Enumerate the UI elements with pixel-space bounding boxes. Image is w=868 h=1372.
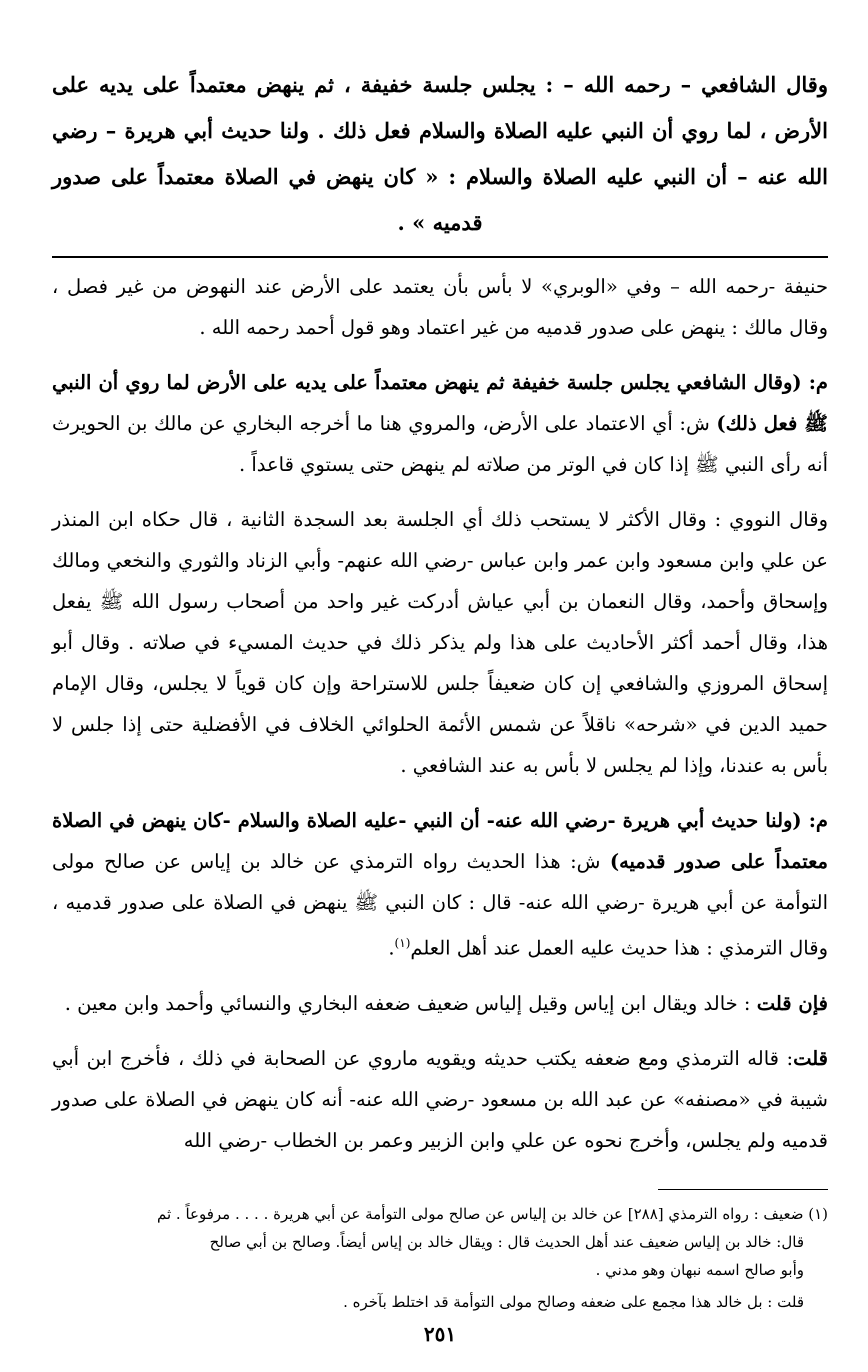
- page-number: ٢٥١: [423, 1321, 457, 1346]
- commentary-paragraph-4: [52, 800, 828, 969]
- commentary: [52, 266, 828, 1161]
- footnote-line: (١) ضعيف : رواه الترمذي [٢٨٨] عن خالد بن إلياس عن صالح مولى التوأمة عن أبي هريرة . . . . مرفوعاً . ثم: [157, 1204, 828, 1223]
- commentary-paragraph-5: [52, 983, 828, 1024]
- footnote-line: قال: خالد بن إلياس ضعيف عند أهل الحديث قال : ويقال خالد بن إياس أيضاً. وصالح بن أبي صالح: [209, 1232, 804, 1251]
- matn-separator: [52, 256, 828, 258]
- commentary-text-end: .: [388, 936, 395, 960]
- commentary-text: ش: هذا الحديث رواه الترمذي عن خالد بن إياس عن صالح مولى التوأمة عن أبي هريرة -رضي الله عنه- قال : كان النبي ﷺ ينهض في الصلاة على صدور قدميه ، وقال الترمذي : هذا حديث عليه العمل عند أهل العلم: [52, 850, 828, 960]
- footnotes: [52, 1200, 828, 1316]
- footnote-reference[interactable]: (١): [394, 936, 411, 950]
- commentary-text: : خالد ويقال ابن إياس وقيل إلياس ضعيف ضعفه البخاري والنسائي وأحمد وابن معين .: [64, 991, 757, 1015]
- commentary-paragraph-3: وقال النووي : وقال الأكثر لا يستحب ذلك أي الجلسة بعد السجدة الثانية ، قال حكاه ابن المنذر عن علي وابن مسعود وابن عمر وابن عباس -رضي الله عنهم- وأبي الزناد والثوري والنخعي ومالك وإسحاق وأحمد، وقال النعمان بن أبي عياش أدركت غير واحد من أصحاب رسول الله ﷺ يفعل هذا، وقال أحمد أكثر الأحاديث على هذا ولم يذكر ذلك في حديث المسيء في صلاته . وقال أبو إسحاق المروزي والشافعي إن كان ضعيفاً جلس للاستراحة وإن كان قوياً لا يجلس، وقال الإمام حميد الدين في «شرحه» ناقلاً عن شمس الأئمة الحلوائي الخلاف في الأفضلية حتى إذا جلس لا بأس به عندنا، وإذا لم يجلس لا بأس به عند الشافعي .: [52, 508, 828, 777]
- book-page: [52, 62, 828, 1372]
- commentary-paragraph-2: [52, 362, 828, 485]
- commentary-paragraph-1: حنيفة -رحمه الله – وفي «الوبري» لا بأس بأن يعتمد على الأرض عند النهوض من غير فصل ، وقال مالك : ينهض على صدور قدميه من غير اعتماد وهو قول أحمد رحمه الله .: [52, 275, 828, 339]
- matn-quote: م: (ولنا حديث أبي هريرة -رضي الله عنه- أن النبي -عليه الصلاة والسلام -كان ينهض في الصلاة معتمداً على صدور قدميه): [52, 809, 828, 873]
- objection-label: فإن قلت: [756, 991, 828, 1015]
- footnote-separator: [658, 1189, 828, 1190]
- matn-quote: م: (وقال الشافعي يجلس جلسة خفيفة ثم ينهض معتمداً على يديه على الأرض لما روي أن النبي ﷺ فعل ذلك): [52, 371, 828, 435]
- commentary-text: ش: أي الاعتماد على الأرض، والمروي هنا ما أخرجه البخاري عن مالك بن الحويرث أنه رأى النبي ﷺ إذا كان في الوتر من صلاته لم ينهض حتى يستوي قاعداً .: [52, 412, 828, 476]
- commentary-text: : قاله الترمذي ومع ضعفه يكتب حديثه ويقويه ماروي عن الصحابة في ذلك ، فأخرج ابن أبي شيبة في «مصنفه» عن عبد الله بن مسعود -رضي الله عنه- أنه كان ينهض في الصلاة على صدور قدميه ولم يجلس، وأخرج نحوه عن علي وابن الزبير وعمر بن الخطاب -رضي الله: [52, 1046, 828, 1152]
- reply-label: قلت: [793, 1046, 828, 1070]
- footnote-line: قلت : بل خالد هذا مجمع على ضعفه وصالح مولى التوأمة قد اختلط بآخره .: [343, 1292, 804, 1311]
- footnote-line: وأبو صالح اسمه نبهان وهو مدني .: [595, 1260, 804, 1279]
- commentary-paragraph-6: [52, 1038, 828, 1161]
- matn-text: وقال الشافعي – رحمه الله – : يجلس جلسة خفيفة ، ثم ينهض معتمداً على يديه على الأرض ، لما روي أن النبي عليه الصلاة والسلام فعل ذلك . ولنا حديث أبي هريرة – رضي الله عنه – أن النبي عليه الصلاة والسلام : « كان ينهض في الصلاة معتمداً على صدور قدميه » .: [52, 72, 828, 235]
